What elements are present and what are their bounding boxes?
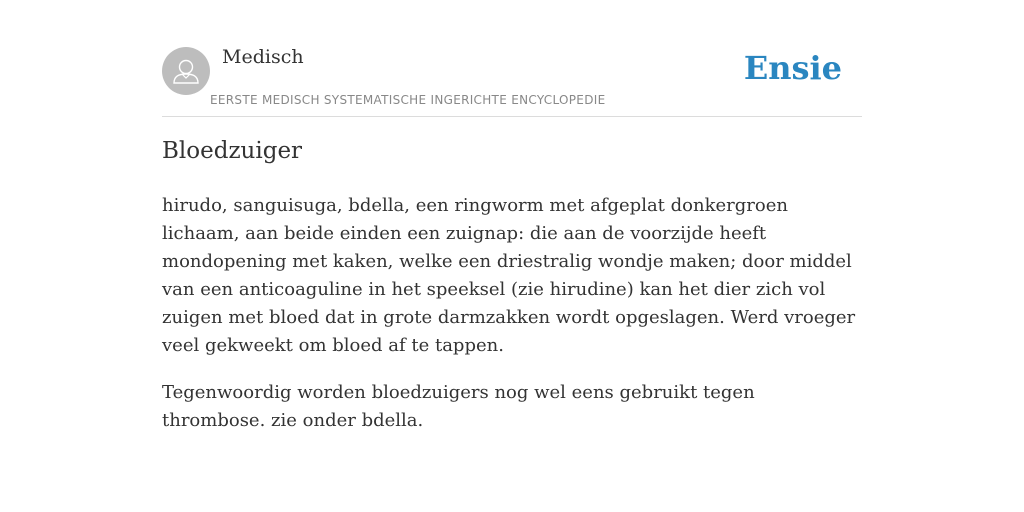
article-paragraph: hirudo, sanguisuga, bdella, een ringworm met afgeplat donkergroen lichaam, aan beide einden een zuignap: die aan de voorzijde heeft mondopening met kaken, welke een driestralig wondje maken; door middel van een anticoaguline in het speeksel (zie hirudine) kan het dier zich vol zuigen met bloed dat in grote darmzakken wordt opgeslagen. Werd vroeger veel gekweekt om bloed af te tappen. bbox=[162, 195, 856, 356]
article-paragraph: Tegenwoordig worden bloedzuigers nog wel eens gebruikt tegen thrombose. zie onder bdella. bbox=[162, 382, 755, 431]
ensie-logo[interactable]: Ensie bbox=[743, 49, 842, 87]
article-body bbox=[162, 192, 862, 454]
source-name[interactable]: Medisch bbox=[222, 46, 304, 68]
source-subtitle: EERSTE MEDISCH SYSTEMATISCHE INGERICHTE ENCYCLOPEDIE bbox=[210, 93, 606, 107]
avatar[interactable] bbox=[162, 47, 210, 95]
article-title: Bloedzuiger bbox=[162, 138, 303, 164]
user-silhouette-icon bbox=[162, 47, 210, 95]
source-header bbox=[162, 0, 862, 117]
page-container bbox=[162, 0, 862, 431]
